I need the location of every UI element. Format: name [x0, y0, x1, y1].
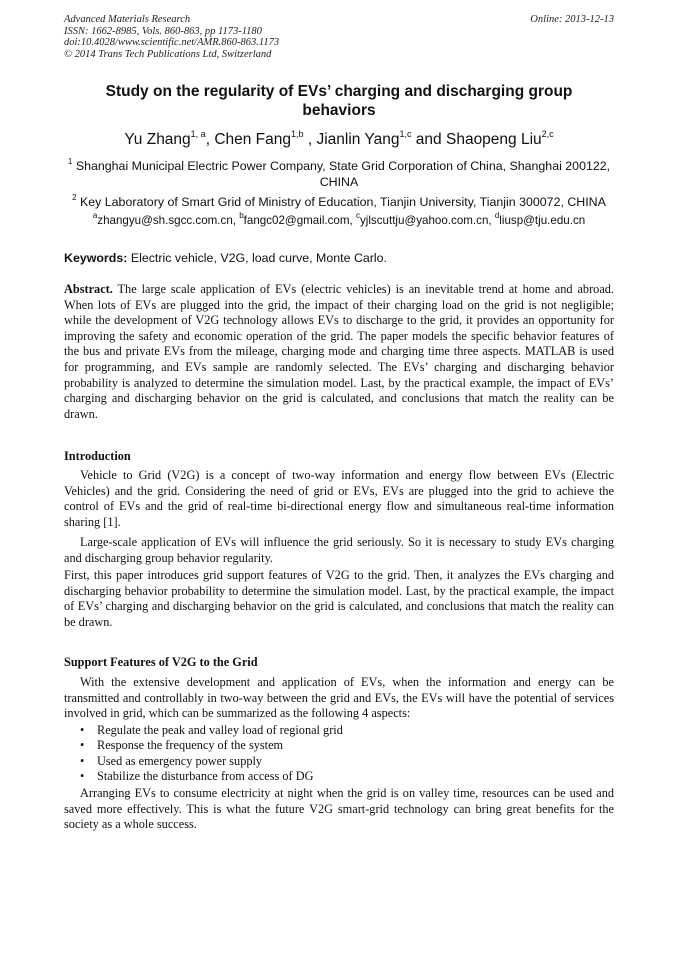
support-bullet-list	[64, 723, 614, 785]
affiliation-sup: 2	[72, 193, 77, 202]
author-name: Yu Zhang	[124, 131, 191, 148]
email-separator: ,	[488, 214, 495, 227]
email-sup: b	[239, 211, 244, 220]
author-name: Chen Fang	[214, 131, 292, 148]
title-line-2: behaviors	[302, 102, 376, 119]
keywords-text: Electric vehicle, V2G, load curve, Monte Carlo.	[130, 251, 387, 265]
email-list	[64, 213, 614, 229]
journal-name: Advanced Materials Research	[64, 14, 191, 25]
abstract-text: The large scale application of EVs (electric vehicles) is an inevitable trend at home and abroad. When lots of EVs are plugged into the grid, the impact of their charging load on the grid is not negligible; while the development of V2G technology allows EVs to discharge to the grid, it provides an opportunity for improving the safety and economic operation of the grid. The paper models the specific behavior features of the bus and private EVs from the mileage, charging mode and charging time three aspects. MATLAB is used for programming, and EVs sample are randomly selected. The EVs’ charging and discharging behavior probability is analyzed to determine the simulation model. Last, by the practical example, the impact of EVs’ charging and discharging behavior on the grid is calculated, and conclusions that match the reality can be drawn.	[64, 282, 614, 421]
abstract-label: Abstract.	[64, 282, 113, 296]
title-line-1: Study on the regularity of EVs’ charging and discharging group	[105, 83, 573, 100]
author-separator: and	[411, 131, 446, 148]
list-item-text: Regulate the peak and valley load of regional grid	[97, 723, 343, 737]
introduction-paragraph-3: First, this paper introduces grid support features of V2G to the grid. Then, it analyzes the EVs charging and discharging behavior probability to determine the simulation model. Last, by the practical example, the impact of EVs’ charging and discharging behavior on the grid is calculated, and conclusions that match the reality can be drawn.	[64, 568, 614, 629]
list-item-text: Used as emergency power supply	[97, 753, 263, 768]
journal-doi: doi:10.4028/www.scientific.net/AMR.860-863.1173	[64, 37, 280, 49]
introduction-paragraph-1: Vehicle to Grid (V2G) is a concept of two-way information and energy flow between EVs (Electric Vehicles) and the grid. Considering the need of grid or EVs, EVs are plugged into the grid to achieve the control of EVs and the grid of real-time bi-directional energy flow and simultaneous real-time information sharing [1].	[64, 468, 614, 529]
section-heading-introduction: Introduction	[64, 449, 131, 463]
email-link[interactable]: liusp@tju.edu.cn	[499, 214, 586, 227]
affiliation-text: Key Laboratory of Smart Grid of Ministry of Education, Tianjin University, Tianjin 300072, CHINA	[79, 195, 606, 209]
email-separator: ,	[349, 214, 356, 227]
email-link[interactable]: fangc02@gmail.com	[243, 214, 350, 227]
list-item-text: Response the frequency of the system	[97, 738, 284, 753]
affiliation-text: CHINA	[319, 175, 359, 189]
keywords	[64, 250, 614, 266]
email-sup: d	[494, 211, 500, 220]
author-name: Shaopeng Liu	[445, 131, 542, 148]
support-paragraph-1: With the extensive development and application of EVs, when the information and energy can be transmitted and controllably in two-way between the grid and EVs, the EVs will have the potential of services involved in grid, which can be summarized as the following 4 aspects:	[64, 675, 614, 721]
keywords-label: Keywords:	[64, 251, 128, 265]
journal-header	[64, 14, 614, 60]
affiliation-text: Shanghai Municipal Electric Power Company, State Grid Corporation of China, Shanghai 200122,	[75, 159, 611, 173]
email-link[interactable]: yjlscuttju@yahoo.com.cn	[359, 214, 489, 227]
list-item	[64, 738, 614, 753]
author-affil-sup: 1,c	[399, 129, 412, 139]
journal-copyright: © 2014 Trans Tech Publications Ltd, Switzerland	[64, 48, 272, 60]
journal-issn: ISSN: 1662-8985, Vols. 860-863, pp 1173-1180	[64, 25, 262, 37]
affiliation-sup: 1	[67, 157, 73, 166]
introduction-paragraph-2: Large-scale application of EVs will influence the grid seriously. So it is necessary to study EVs charging and discharging group behavior regularity.	[64, 535, 614, 565]
paper-title	[64, 82, 614, 120]
bullet-icon: •	[80, 738, 85, 753]
list-item	[64, 754, 614, 769]
affiliation-2	[64, 194, 614, 210]
list-item-text: Stabilize the disturbance from access of DG	[97, 769, 314, 784]
online-date: Online: 2013-12-13	[530, 14, 614, 25]
bullet-icon: •	[80, 723, 85, 737]
author-affil-sup: 2,c	[541, 129, 554, 139]
abstract	[64, 282, 614, 422]
author-separator: ,	[303, 131, 317, 148]
author-affil-sup: 1,b	[291, 129, 304, 139]
email-sup: c	[355, 211, 360, 220]
email-separator: ,	[232, 214, 240, 227]
author-affil-sup: 1, a	[190, 129, 206, 139]
author-list	[64, 130, 614, 150]
author-separator: ,	[205, 131, 215, 148]
bullet-icon: •	[80, 769, 85, 784]
list-item	[64, 769, 614, 784]
email-sup: a	[92, 211, 98, 220]
support-paragraph-2: Arranging EVs to consume electricity at night when the grid is on valley time, resources can be used and saved more effectively. This is what the future V2G smart-grid technology can bring great benefits for the society as a whole success.	[64, 786, 614, 832]
section-heading-support-features: Support Features of V2G to the Grid	[64, 655, 258, 669]
email-link[interactable]: zhangyu@sh.sgcc.com.cn	[97, 214, 233, 227]
affiliation-1	[64, 158, 614, 190]
list-item	[64, 723, 614, 738]
author-name: Jianlin Yang	[316, 131, 400, 148]
bullet-icon: •	[80, 753, 85, 768]
